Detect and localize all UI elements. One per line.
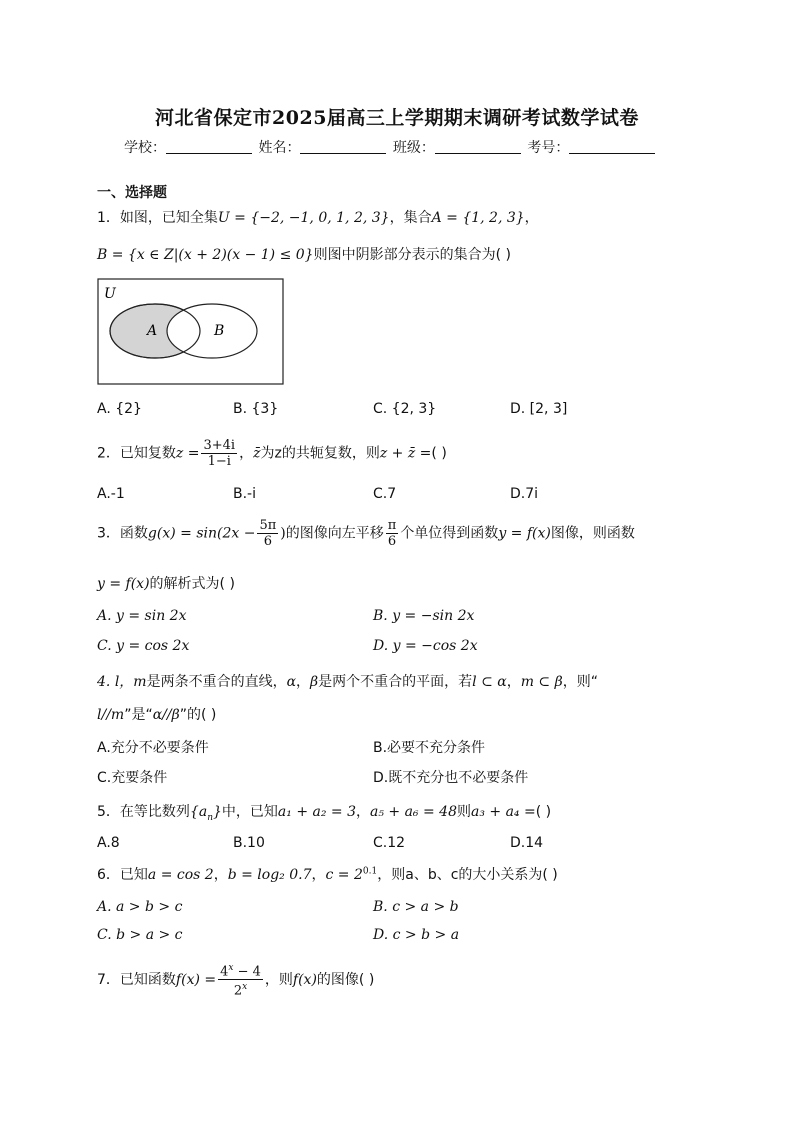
venn-diagram — [97, 278, 285, 386]
venn-label-b: B — [214, 323, 225, 339]
school-label: 学校： — [124, 140, 166, 156]
q2-frac-den: 1−i — [207, 454, 231, 469]
q3-frac1-num: 5π — [259, 518, 277, 533]
q6-line — [97, 864, 558, 884]
q5-cond1: a₁ + a₂ = 3 — [277, 804, 356, 820]
q3-frac2-num: π — [387, 518, 397, 533]
q5-option-c[interactable]: C.12 — [373, 835, 406, 851]
q6-b-def: b = log₂ 0.7 — [227, 867, 312, 883]
q5-text2: 则 — [457, 804, 471, 820]
q4-option-c[interactable]: C.充要条件 — [97, 770, 168, 786]
q1-prefix: 1．如图，已知全集 — [97, 210, 218, 226]
q5-seq-close: } — [212, 804, 222, 820]
q7-num-rest: − 4 — [233, 964, 261, 980]
venn-set-b — [167, 304, 257, 358]
q5-sep: ， — [356, 804, 370, 820]
q5-ask: a₃ + a₄ = — [471, 804, 536, 820]
q1-line2 — [97, 244, 511, 264]
q3-close: ) — [280, 525, 286, 542]
venn-label-a: A — [147, 323, 158, 339]
q4-line2 — [97, 704, 216, 724]
number-blank[interactable] — [569, 138, 655, 154]
q6-c-exp: 0.1 — [362, 866, 378, 877]
q4-beta: β — [310, 674, 319, 690]
q4-cond2: m ⊂ β — [520, 674, 563, 690]
q5-option-a[interactable]: A.8 — [97, 835, 120, 851]
q1-option-b[interactable]: B. {3} — [233, 401, 279, 417]
q4-line2-ab: α//β — [152, 707, 180, 723]
q2-option-b[interactable]: B.-i — [233, 486, 256, 502]
q3-text2: 个单位得到函数 — [400, 525, 499, 542]
q3-text3: 图像，则函数 — [550, 525, 635, 542]
q4-option-b[interactable]: B.必要不充分条件 — [373, 740, 486, 756]
q7-line — [97, 961, 374, 999]
q7-fraction — [218, 961, 263, 999]
q3-line2 — [97, 573, 235, 593]
q3-fx: y = f(x) — [498, 525, 551, 542]
q6-a-def: a = cos 2 — [147, 867, 214, 883]
q6-text: ，则a、b、c的大小关系为( ) — [377, 867, 558, 883]
section-heading: 一、选择题 — [97, 185, 167, 201]
q4-line1 — [97, 671, 598, 691]
q7-frac-den — [218, 980, 263, 998]
q3-frac1-den: 6 — [263, 534, 273, 549]
q2-option-c[interactable]: C.7 — [373, 486, 397, 502]
q4-alpha: α — [286, 674, 297, 690]
q3-option-b[interactable]: B. y = −sin 2x — [373, 608, 475, 624]
school-blank[interactable] — [166, 138, 252, 154]
q6-option-b[interactable]: B. c > a > b — [373, 899, 459, 915]
q4-num: 4. — [97, 674, 111, 690]
q7-den-exp: x — [242, 982, 248, 993]
q4-text2: 是两个不重合的平面，若 — [318, 674, 473, 690]
q3-line2-text: 的解析式为( ) — [149, 576, 235, 592]
q5-seq: {a — [189, 804, 208, 820]
q2-line — [97, 438, 447, 469]
q7-prefix: 7．已知函数 — [97, 971, 176, 988]
q5-option-b[interactable]: B.10 — [233, 835, 265, 851]
q1-option-a[interactable]: A. {2} — [97, 401, 142, 417]
q6-option-c[interactable]: C. b > a > c — [97, 927, 183, 943]
q3-fraction-1 — [257, 518, 278, 549]
class-blank[interactable] — [435, 138, 521, 154]
q7-fx: f(x) = — [175, 971, 217, 988]
q3-option-a[interactable]: A. y = sin 2x — [97, 608, 187, 624]
q1-question: 则图中阴影部分表示的集合为( ) — [313, 247, 511, 263]
q6-prefix: 6．已知 — [97, 867, 148, 883]
q3-fraction-2 — [386, 518, 399, 549]
q4-line2-lm: l//m — [97, 707, 125, 723]
q7-fx2: f(x) — [292, 971, 317, 988]
q3-line2-fx: y = f(x) — [97, 576, 150, 592]
q4-text1: 是两条不重合的直线， — [146, 674, 287, 690]
q3-g-def: g(x) = sin(2x − — [147, 525, 256, 542]
q5-end: ( ) — [535, 804, 552, 820]
class-label: 班级： — [392, 140, 435, 156]
q2-text: 为z的共轭复数，则 — [260, 445, 380, 462]
exam-title: 河北省保定市2025届高三上学期期末调研考试数学试卷 — [155, 107, 639, 129]
q2-frac-num: 3+4i — [203, 438, 236, 453]
q3-text1: 的图像向左平移 — [285, 525, 384, 542]
q7-num-exp: x — [228, 963, 234, 973]
q4-text3: ，则“ — [562, 674, 598, 690]
q7-den-base: 2 — [233, 983, 243, 999]
q2-option-a[interactable]: A.-1 — [97, 486, 125, 502]
name-label: 姓名： — [258, 140, 301, 156]
q6-option-d[interactable]: D. c > b > a — [373, 927, 460, 943]
q4-vars: l，m — [114, 674, 147, 690]
name-blank[interactable] — [300, 138, 386, 154]
q2-option-d[interactable]: D.7i — [510, 486, 539, 502]
q2-z: z = — [175, 445, 200, 462]
student-info-row — [124, 137, 657, 157]
q2-end: ( ) — [431, 445, 447, 462]
q4-option-a[interactable]: A.充分不必要条件 — [97, 740, 209, 756]
q1-option-c[interactable]: C. {2, 3} — [373, 401, 437, 417]
q1-option-d[interactable]: D. [2, 3] — [510, 401, 568, 417]
q3-frac2-den: 6 — [387, 534, 397, 549]
q1-end: ， — [524, 210, 539, 226]
q4-sep: ， — [296, 674, 311, 690]
q5-text1: 中，已知 — [221, 804, 278, 820]
q3-line1 — [97, 518, 635, 549]
q6-sep2: ， — [311, 867, 326, 883]
q1-set-b: B = {x ∈ Z|(x + 2)(x − 1) ≤ 0} — [97, 247, 314, 263]
q3-prefix: 3．函数 — [97, 525, 148, 542]
q5-line — [97, 801, 551, 823]
q3-option-d[interactable]: D. y = −cos 2x — [373, 638, 478, 654]
q7-num-base: 4 — [220, 964, 229, 980]
q4-sep2: ， — [506, 674, 521, 690]
q6-sep1: ， — [213, 867, 228, 883]
q4-cond1: l ⊂ α — [472, 674, 507, 690]
q1-set-a: A = {1, 2, 3} — [431, 210, 525, 226]
q5-option-d[interactable]: D.14 — [510, 835, 544, 851]
q1-set-u: U = {−2, −1, 0, 1, 2, 3} — [217, 210, 390, 226]
q2-prefix: 2．已知复数 — [97, 445, 176, 462]
q6-c-def: c = 2 — [325, 867, 363, 883]
q2-fraction — [201, 438, 237, 469]
venn-label-u: U — [104, 286, 116, 302]
q5-cond2: a₅ + a₆ = 48 — [370, 804, 457, 820]
q2-zbar: z̄ — [253, 445, 261, 462]
q2-mid: ， — [239, 445, 254, 462]
q3-option-c[interactable]: C. y = cos 2x — [97, 638, 190, 654]
number-label: 考号： — [527, 140, 570, 156]
q6-option-a[interactable]: A. a > b > c — [97, 899, 183, 915]
q5-prefix: 5．在等比数列 — [97, 804, 190, 820]
q5-seq-sub: n — [207, 812, 213, 823]
q2-expr: z + z̄ = — [379, 445, 432, 462]
q7-end: 的图像( ) — [316, 971, 375, 988]
q4-line2-end: ”的( ) — [179, 707, 217, 723]
q4-line2-mid: ”是“ — [124, 707, 153, 723]
q7-text: ，则 — [264, 971, 293, 988]
q7-frac-num — [218, 961, 263, 980]
q4-option-d[interactable]: D.既不充分也不必要条件 — [373, 770, 529, 786]
q1-mid: ，集合 — [389, 210, 432, 226]
q1-line1 — [97, 207, 539, 227]
